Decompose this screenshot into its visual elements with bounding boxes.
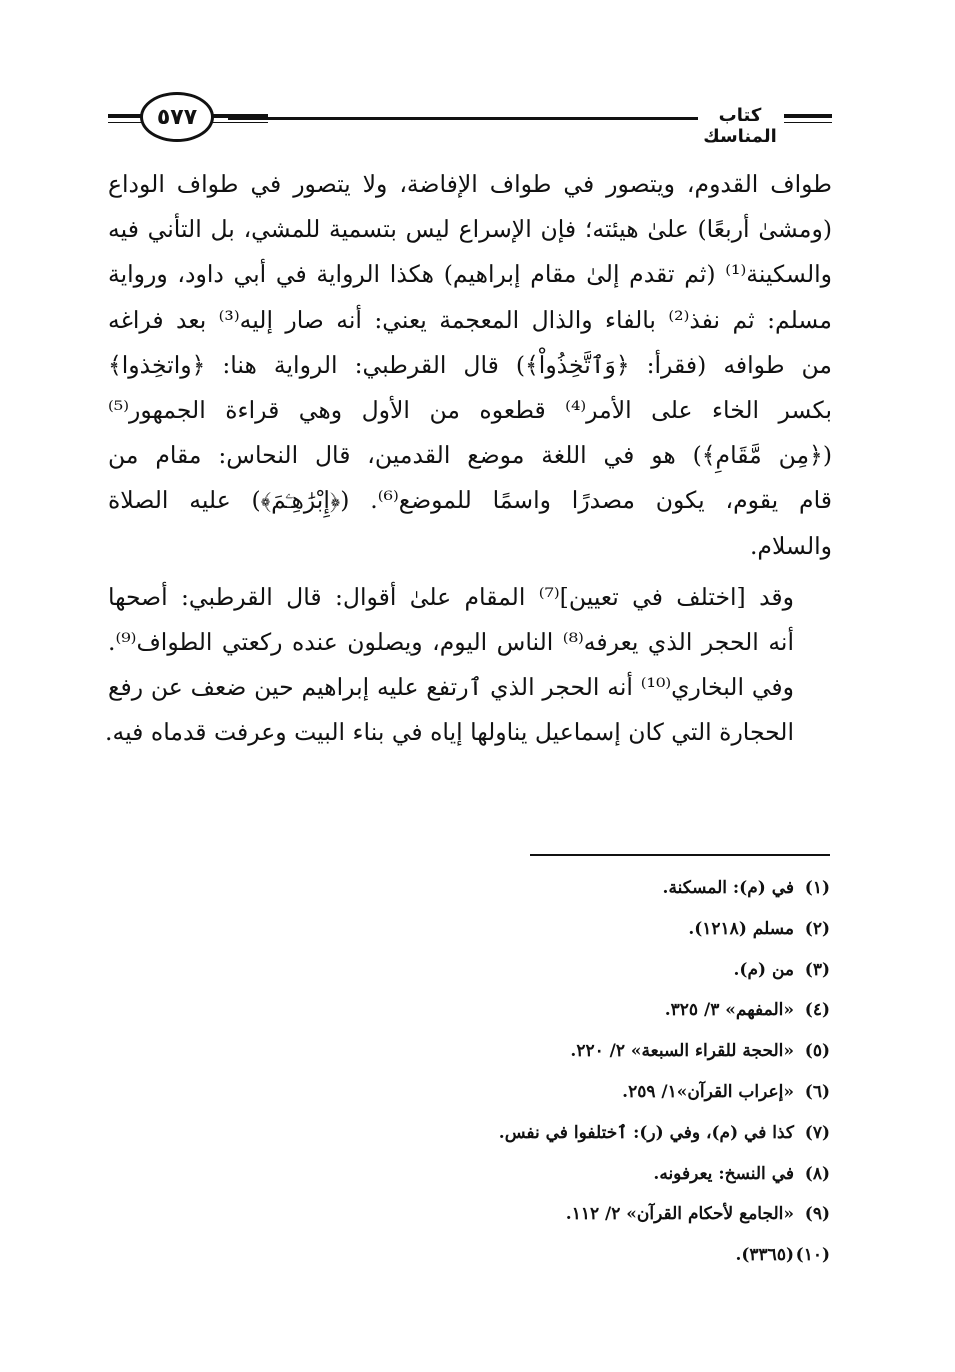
footnote-separator [530, 854, 830, 856]
text-line: وفي البخاري⁽¹⁰⁾ أنه الحجر الذي ٱرتفع عليه إبراهيم حين ضعف عن رفع [108, 673, 794, 702]
footnote-number: (٦) [804, 1081, 830, 1102]
footnote [300, 1235, 830, 1276]
footnote [300, 990, 830, 1031]
main-text [105, 162, 833, 756]
footnote-text: مسلم (١٢١٨). [688, 918, 794, 939]
footnote [300, 1031, 830, 1072]
page-number: ٥٧٧ [140, 92, 214, 142]
footnote-text: في (م): المسكنة. [662, 878, 794, 898]
footnote-number: (٤) [804, 1000, 830, 1021]
footnote-number: (٩) [804, 1204, 830, 1225]
footnote-number: (٣) [804, 959, 830, 980]
header-rule-right [784, 114, 832, 118]
text-line: (﴿مِن مَّقَامِ﴾) هو في اللغة موضع القدمين، قال النحاس: مقام من [108, 441, 832, 470]
footnote-text: كذا في (م)، وفي (ر): ٱختلفوا في نفس. [498, 1122, 794, 1143]
footnote-number: (١٠) [795, 1245, 830, 1266]
footnote [300, 1072, 830, 1113]
footnote-text: «إعراب القرآن»١/ ٢٥٩. [622, 1081, 794, 1102]
text-line: مسلم: ثم نفذ⁽²⁾ بالفاء والذال المعجمة يعني: أنه صار إليه⁽³⁾ بعد فراغه [108, 305, 832, 334]
text-line: والسلام. [749, 531, 832, 560]
text-line: بكسر الخاء على الأمر⁽⁴⁾ قطعوه من الأول وهي قراءة الجمهور⁽⁵⁾ [108, 396, 833, 425]
footnote-text: «المفهم» ٣/ ٣٢٥. [664, 1000, 794, 1021]
header-rule-right-thin [784, 122, 832, 123]
footnote [300, 868, 830, 909]
footnote-number: (٧) [804, 1122, 830, 1143]
text-line: قام يقوم، يكون مصدرًا واسمًا للموضع⁽⁶⁾. (﴿إِبْرَٰهِـۧمَ﴾) عليه الصلاة [108, 486, 832, 515]
text-line: من طوافه (فقرأ: ﴿وَٱتَّخِذُواْ﴾) قال القرطبي: الرواية هنا: ﴿واتخِذوا﴾ [108, 350, 832, 379]
text-line: أنه الحجر الذي يعرفه⁽⁸⁾ الناس اليوم، ويصلون عنده ركعتي الطواف⁽⁹⁾. [108, 628, 794, 657]
paragraph-2 [105, 575, 832, 756]
footnote [300, 1113, 830, 1154]
paragraph-1 [108, 162, 832, 569]
footnote [300, 1194, 830, 1235]
text-line: والسكينة⁽¹⁾ (ثم تقدم إلىٰ مقام إبراهيم) هكذا الرواية في أبي داود، ورواية [108, 260, 832, 289]
footnote-number: (٢) [804, 918, 830, 939]
footnote-text: «الجامع لأحكام القرآن» ٢/ ١١٢. [565, 1204, 794, 1225]
footnote-text: في النسخ: يعرفونه. [653, 1163, 794, 1184]
footnote [300, 909, 830, 950]
running-title: كتاب المناسك [698, 105, 782, 147]
footnote-number: (٨) [804, 1163, 830, 1184]
page-header [108, 92, 832, 152]
footnote-text: (٣٣٦٥). [735, 1245, 794, 1266]
footnote-number: (١) [804, 878, 830, 898]
header-rule-middle [228, 117, 698, 120]
text-line: الحجارة التي كان إسماعيل يناولها إياه في بناء البيت وعرفت قدماه فيه. [105, 718, 794, 747]
text-line: (ومشىٰ أربعًا) علىٰ هيئته؛ فإن الإسراع ليس بتسمية للمشي، بل التأني فيه [108, 215, 832, 244]
footnote [300, 950, 830, 991]
footnotes [300, 868, 830, 1276]
footnote [300, 1154, 830, 1195]
text-line: طواف القدوم، ويتصور في طواف الإفاضة، ولا يتصور في طواف الوداع [108, 170, 832, 198]
footnote-text: «الحجة للقراء السبعة» ٢/ ٢٢٠. [570, 1041, 794, 1062]
footnote-number: (٥) [804, 1041, 830, 1062]
text-line: وقد [اختلف في تعيين]⁽⁷⁾ المقام علىٰ أقوال: قال القرطبي: أصحها [108, 582, 794, 611]
footnote-text: من (م). [733, 959, 794, 980]
